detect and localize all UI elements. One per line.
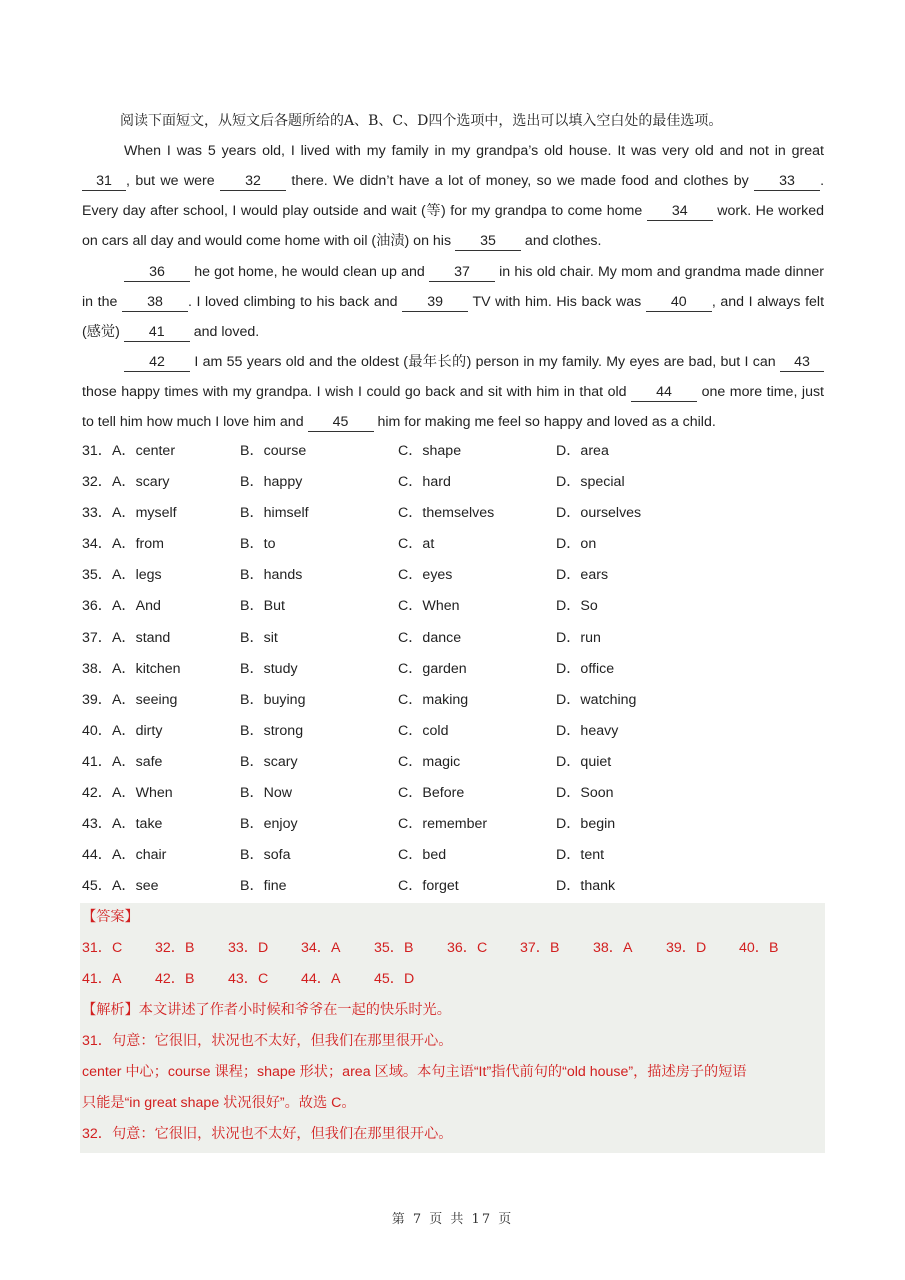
blank-44: 44 — [631, 383, 697, 402]
option-c: C．themselves — [398, 505, 495, 522]
passage-text: in his old chair. My mom and grandma made dinner in the — [82, 264, 824, 310]
options-list — [82, 436, 824, 902]
option-d: D．special — [556, 474, 625, 491]
option-b: B．strong — [240, 722, 304, 739]
option-c: C．magic — [398, 753, 461, 770]
passage-text: . I loved climbing to his back and — [187, 294, 403, 310]
option-b: B．scary — [240, 753, 298, 770]
answer-key: 44．A — [301, 971, 341, 987]
option-c: C．bed — [398, 847, 447, 864]
option-c: C．shape — [398, 443, 462, 459]
option-a: 39．A．seeing — [82, 691, 178, 708]
option-d: D．run — [556, 629, 601, 646]
blank-41: 41 — [124, 323, 190, 342]
option-a: 34．A．from — [82, 536, 164, 553]
option-row-35 — [82, 560, 824, 591]
option-row-40 — [82, 716, 824, 747]
passage-text: . Every day after school, I would play outside and wait (等) for my grandpa to come home — [82, 173, 825, 219]
passage-text: I am 55 years old and the oldest (最年长的) person in my family. My eyes are bad, but I can — [190, 354, 780, 370]
option-row-38 — [82, 654, 824, 685]
answer-key: 38．A — [593, 940, 633, 956]
analysis-q31-conclusion: 只能是“in great shape 状况很好”。故选 C。 — [82, 1095, 356, 1111]
option-row-31 — [82, 436, 824, 467]
blank-43: 43 — [780, 353, 824, 372]
blank-35: 35 — [455, 232, 521, 251]
passage-paragraph-1 — [82, 136, 824, 256]
blank-38: 38 — [122, 293, 188, 312]
option-d: D．on — [556, 536, 597, 553]
option-b: B．hands — [240, 567, 303, 584]
option-row-42 — [82, 778, 824, 809]
option-c: C．at — [398, 536, 435, 553]
option-row-32 — [82, 467, 824, 498]
option-a: 41．A．safe — [82, 753, 163, 770]
passage-text: and clothes. — [520, 233, 602, 249]
blank-36: 36 — [124, 263, 190, 282]
analysis-heading: 【解析】本文讲述了作者小时候和爷爷在一起的快乐时光。 — [82, 1002, 451, 1018]
option-a: 37．A．stand — [82, 629, 171, 646]
option-a: 43．A．take — [82, 816, 163, 833]
blank-31: 31 — [82, 172, 126, 191]
option-a: 45．A．see — [82, 878, 159, 895]
answer-section — [80, 903, 825, 1153]
answer-row-2 — [82, 965, 827, 993]
option-c: C．remember — [398, 816, 488, 833]
answer-key: 43．C — [228, 971, 269, 987]
option-a: 31．A．center — [82, 443, 176, 459]
blank-32: 32 — [220, 172, 286, 191]
blank-42: 42 — [124, 353, 190, 372]
option-a: 32．A．scary — [82, 474, 170, 491]
option-row-36 — [82, 591, 824, 622]
analysis-q31-explanation: center 中心；course 课程；shape 形状；area 区域。本句主语“It”指代前句的“old house”，描述房子的短语 — [82, 1064, 747, 1080]
option-d: D．tent — [556, 847, 605, 864]
passage-text: and loved. — [189, 324, 260, 340]
answer-key: 41．A — [82, 971, 122, 987]
passage-text: TV with him. His back was — [468, 294, 646, 310]
option-row-33 — [82, 498, 824, 529]
option-d: D．area — [556, 443, 609, 459]
option-d: D．heavy — [556, 722, 619, 739]
analysis-q31: 31．句意：它很旧，状况也不太好，但我们在那里很开心。 — [82, 1033, 453, 1049]
passage-text: those happy times with my grandpa. I wish I could go back and sit with him in that old — [82, 384, 632, 400]
passage-paragraph-3 — [82, 347, 824, 437]
blank-33: 33 — [754, 172, 820, 191]
answer-row-1 — [82, 934, 827, 962]
option-c: C．cold — [398, 722, 449, 739]
passage-text: , but we were — [126, 173, 221, 189]
blank-45: 45 — [308, 413, 374, 432]
passage-text: him for making me feel so happy and loved as a child. — [373, 414, 716, 430]
option-c: C．When — [398, 598, 460, 615]
option-row-44 — [82, 840, 824, 871]
option-c: C．dance — [398, 629, 462, 646]
option-b: B．happy — [240, 474, 303, 491]
option-b: B．to — [240, 536, 276, 553]
option-row-34 — [82, 529, 824, 560]
option-d: D．ears — [556, 567, 609, 584]
option-c: C．garden — [398, 660, 467, 677]
option-b: B．But — [240, 598, 285, 615]
option-row-39 — [82, 685, 824, 716]
option-a: 35．A．legs — [82, 567, 162, 584]
answer-key: 36．C — [447, 940, 488, 956]
option-d: D．office — [556, 660, 615, 677]
answer-key: 31．C — [82, 940, 123, 956]
answer-key: 32．B — [155, 940, 195, 956]
passage-text: one more time, just to tell him how much I love him and — [82, 384, 824, 430]
option-c: C．eyes — [398, 567, 453, 584]
option-b: B．sit — [240, 629, 278, 646]
option-a: 40．A．dirty — [82, 722, 163, 739]
option-b: B．himself — [240, 505, 309, 522]
option-d: D．ourselves — [556, 505, 642, 522]
option-b: B．buying — [240, 691, 306, 708]
blank-39: 39 — [402, 293, 468, 312]
page-footer: 第 7 页 共 17 页 — [391, 1212, 514, 1227]
option-b: B．fine — [240, 878, 287, 895]
answer-key: 45．D — [374, 971, 415, 987]
option-b: B．sofa — [240, 847, 291, 864]
answer-key: 33．D — [228, 940, 269, 956]
passage-text: When I was 5 years old, I lived with my family in my grandpa’s old house. It was very old and not in great — [124, 143, 824, 159]
passage-text: there. We didn’t have a lot of money, so we made food and clothes by — [286, 173, 755, 189]
passage-text: work. He worked on cars all day and would come home with oil (油渍) on his — [82, 203, 824, 249]
passage-paragraph-2 — [82, 257, 824, 347]
option-a: 38．A．kitchen — [82, 660, 181, 677]
option-row-37 — [82, 623, 824, 654]
analysis-q32: 32．句意：它很旧，状况也不太好，但我们在那里很开心。 — [82, 1126, 453, 1142]
blank-40: 40 — [646, 293, 712, 312]
option-a: 44．A．chair — [82, 847, 167, 864]
option-b: B．course — [240, 443, 307, 459]
answer-key: 40．B — [739, 940, 779, 956]
option-d: D．thank — [556, 878, 616, 895]
option-c: C．forget — [398, 878, 459, 895]
answer-key: 35．B — [374, 940, 414, 956]
option-b: B．Now — [240, 785, 293, 802]
answer-key: 37．B — [520, 940, 560, 956]
answer-key: 34．A — [301, 940, 341, 956]
option-c: C．Before — [398, 785, 465, 802]
passage-text: he got home, he would clean up and — [190, 264, 429, 280]
answer-key: 39．D — [666, 940, 707, 956]
option-b: B．enjoy — [240, 816, 298, 833]
instruction-text: 阅读下面短文，从短文后各题所给的A、B、C、D四个选项中，选出可以填入空白处的最佳选项。 — [120, 113, 723, 129]
answer-key: 42．B — [155, 971, 195, 987]
option-row-45 — [82, 871, 824, 902]
option-a: 42．A．When — [82, 785, 173, 802]
option-a: 36．A．And — [82, 598, 161, 615]
option-d: D．Soon — [556, 785, 614, 802]
answer-heading: 【答案】 — [82, 909, 139, 925]
option-c: C．making — [398, 691, 469, 708]
option-d: D．So — [556, 598, 598, 615]
passage-text: , and I always felt (感觉) — [82, 294, 825, 340]
option-c: C．hard — [398, 474, 451, 491]
option-row-41 — [82, 747, 824, 778]
option-row-43 — [82, 809, 824, 840]
blank-37: 37 — [429, 263, 495, 282]
option-d: D．begin — [556, 816, 616, 833]
option-d: D．quiet — [556, 753, 612, 770]
option-d: D．watching — [556, 691, 637, 708]
blank-34: 34 — [647, 202, 713, 221]
option-a: 33．A．myself — [82, 505, 177, 522]
option-b: B．study — [240, 660, 298, 677]
